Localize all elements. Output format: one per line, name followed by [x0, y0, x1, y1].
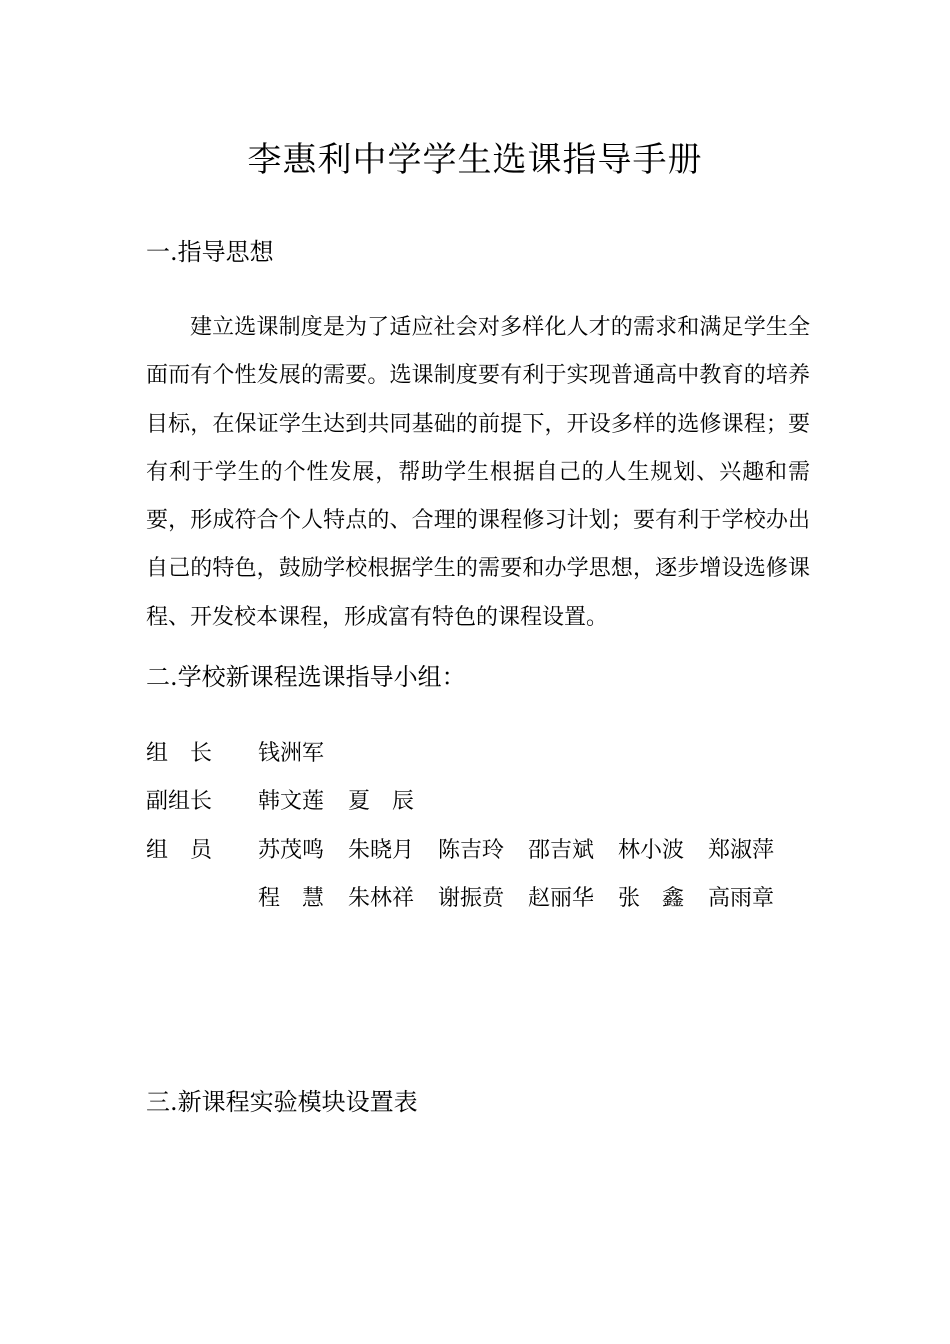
member-names [258, 833, 798, 864]
member-row-deputy [146, 776, 846, 825]
member-row-members [146, 824, 846, 873]
member-name: 朱林祥 [348, 886, 415, 912]
member-role: 副组长 [146, 789, 213, 815]
member-name: 张 鑫 [618, 886, 685, 912]
member-name: 陈吉玲 [438, 837, 505, 863]
guiding-thought-paragraph: 建立选课制度是为了适应社会对多样化人才的需求和满足学生全面而有个性发展的需要。选课制度要有利于实现普通高中教育的培养目标，在保证学生达到共同基础的前提下，开设多样的选修课程；要有利于学生的个性发展，帮助学生根据自己的人生规划、兴趣和需要，形成符合个人特点的、合理的课程修习计划；要有利于学校办出自己的特色，鼓励学校根据学生的需要和办学思想，逐步增设选修课程、开发校本课程，形成富有特色的课程设置。 [146, 315, 810, 630]
member-name: 林小波 [618, 837, 685, 863]
section-heading-guiding-thought: 一.指导思想 [146, 238, 274, 266]
member-row-members-continued [146, 873, 846, 922]
section-heading-module-table: 三.新课程实验模块设置表 [146, 1088, 418, 1116]
member-name: 谢振贲 [438, 886, 505, 912]
member-names [258, 736, 348, 767]
member-role: 组 长 [146, 740, 213, 766]
member-row-leader [146, 727, 846, 776]
member-name: 赵丽华 [528, 886, 595, 912]
member-name: 程 慧 [258, 886, 325, 912]
member-name: 郑淑萍 [708, 837, 775, 863]
member-names [258, 881, 798, 912]
member-name: 邵吉斌 [528, 837, 595, 863]
member-name: 夏 辰 [348, 789, 415, 815]
member-name: 钱洲军 [258, 740, 325, 766]
member-name: 韩文莲 [258, 789, 325, 815]
member-name: 苏茂鸣 [258, 837, 325, 863]
member-name: 高雨章 [708, 886, 775, 912]
member-name: 朱晓月 [348, 837, 415, 863]
member-names [258, 784, 438, 815]
page-title: 李惠利中学学生选课指导手册 [247, 140, 703, 180]
section-heading-guidance-group: 二.学校新课程选课指导小组： [146, 663, 466, 691]
guidance-group-members [146, 727, 846, 921]
member-role: 组 员 [146, 837, 213, 863]
